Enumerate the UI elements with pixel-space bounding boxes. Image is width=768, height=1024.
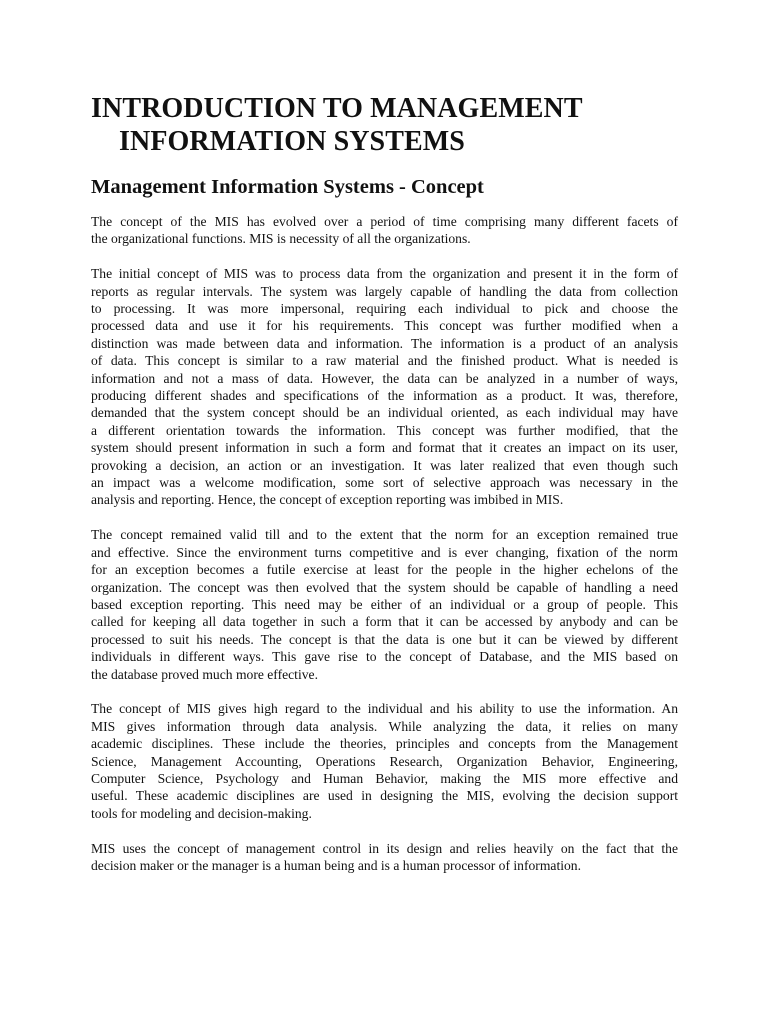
paragraph-line: analysis and reporting. Hence, the concept of exception reporting was imbibed in MIS.: [91, 492, 564, 508]
paragraph-line: The initial concept of MIS was to process data from the organization and present it in the form of: [91, 266, 678, 282]
paragraph-line: processed data and use it for his requirements. This concept was further modified when a: [91, 318, 678, 334]
paragraph-line: producing different shades and specifications of the information as a product. It was, therefore,: [91, 388, 678, 404]
paragraph-line: demanded that the system concept should be an individual oriented, as each individual may have: [91, 405, 678, 421]
paragraph-line: an impact was a welcome modification, some sort of selective approach was necessary in the: [91, 475, 678, 491]
paragraph-line: The concept remained valid till and to the extent that the norm for an exception remained true: [91, 527, 678, 543]
paragraph-line: for an exception becomes a futile exercise at least for the people in the higher echelons of the: [91, 562, 678, 578]
paragraph-line: useful. These academic disciplines are used in designing the MIS, evolving the decision support: [91, 788, 678, 804]
paragraph-line: called for keeping all data together in such a form that it can be accessed by anybody and can be: [91, 614, 678, 630]
paragraph-line: The concept of MIS gives high regard to the individual and his ability to use the information. An: [91, 701, 678, 717]
paragraph-line: reports as regular intervals. The system was largely capable of handling the data from collection: [91, 283, 678, 299]
paragraph-4: [91, 700, 678, 822]
paragraph-line: tools for modeling and decision-making.: [91, 805, 312, 821]
paragraph-line: Computer Science, Psychology and Human Behavior, making the MIS more effective and: [91, 770, 678, 786]
paragraph-line: distinction was made between data and information. The information is a product of an analysis: [91, 335, 678, 351]
paragraph-line: decision maker or the manager is a human being and is a human processor of information.: [91, 857, 581, 873]
document-title: [91, 92, 678, 158]
document-title-line-2: INFORMATION SYSTEMS: [119, 126, 465, 157]
paragraph-line: based exception reporting. This need may be either of an individual or a group of people. This: [91, 596, 678, 612]
paragraph-5: [91, 840, 678, 875]
paragraph-line: a different orientation towards the information. This concept was further modified, that the: [91, 422, 678, 438]
paragraph-line: Science, Management Accounting, Operations Research, Organization Behavior, Engineering,: [91, 753, 678, 769]
paragraph-line: academic disciplines. These include the theories, principles and concepts from the Management: [91, 736, 678, 752]
paragraph-3: [91, 526, 678, 683]
paragraph-line: information and not a mass of data. However, the data can be analyzed in a number of ways,: [91, 370, 678, 386]
paragraph-line: processed to suit his needs. The concept is that the data is one but it can be viewed by different: [91, 631, 678, 647]
paragraph-line: MIS uses the concept of management control in its design and relies heavily on the fact that the: [91, 840, 678, 856]
paragraph-1: [91, 213, 678, 248]
paragraph-line: of data. This concept is similar to a raw material and the finished product. What is needed is: [91, 353, 678, 369]
section-heading: Management Information Systems - Concept: [91, 176, 484, 198]
paragraph-line: system should present information in such a form and format that it creates an impact on its user,: [91, 440, 678, 456]
paragraph-line: MIS gives information through data analysis. While analyzing the data, it relies on many: [91, 718, 678, 734]
paragraph-line: individuals in different ways. This gave rise to the concept of Database, and the MIS based on: [91, 649, 678, 665]
paragraph-line: to processing. It was more impersonal, requiring each individual to pick and choose the: [91, 301, 678, 317]
paragraph-line: the organizational functions. MIS is necessity of all the organizations.: [91, 231, 471, 247]
body-text: [91, 213, 678, 874]
paragraph-line: provoking a decision, an action or an investigation. It was later realized that even though such: [91, 457, 678, 473]
paragraph-line: the database proved much more effective.: [91, 666, 318, 682]
paragraph-2: [91, 265, 678, 509]
paragraph-line: and effective. Since the environment turns competitive and is ever changing, fixation of the norm: [91, 544, 678, 560]
paragraph-line: organization. The concept was then evolved that the system should be capable of handling a need: [91, 579, 678, 595]
paragraph-line: The concept of the MIS has evolved over a period of time comprising many different facets of: [91, 214, 678, 229]
document-title-line-1: INTRODUCTION TO MANAGEMENT: [91, 93, 583, 124]
document-page: [91, 92, 678, 892]
